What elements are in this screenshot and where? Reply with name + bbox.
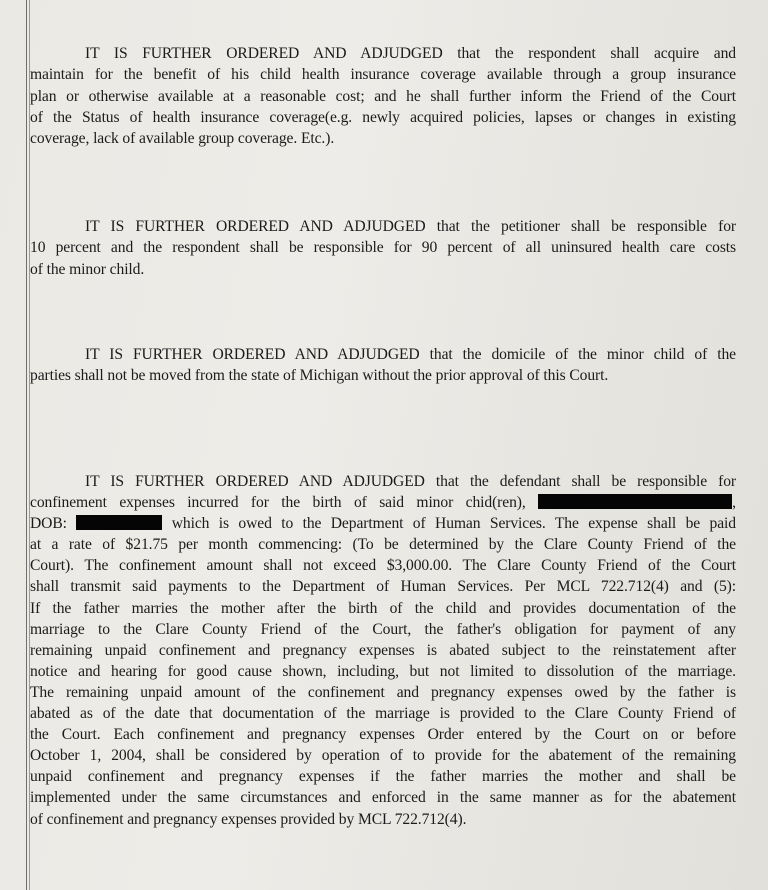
text-line: October 1, 2004, shall be considered by operation of to provide for the abatement of the remaining xyxy=(30,747,736,765)
text-line: plan or otherwise available at a reasonable cost; and he shall further inform the Friend of the Court xyxy=(30,87,736,105)
text-line: confinement expenses incurred for the birth of said minor chid(ren), , xyxy=(30,494,736,512)
text-line: Court). The confinement amount shall not exceed $3,000.00. The Clare County Friend of the Court xyxy=(30,557,736,575)
text-line: notice and hearing for good cause shown, including, but not limited to dissolution of the marriage. xyxy=(30,662,736,680)
left-margin-rule xyxy=(26,0,27,890)
text-line: implemented under the same circumstances and enforced in the same manner as for the abatement xyxy=(30,789,736,807)
text-line: of confinement and pregnancy expenses provided by MCL 722.712(4). xyxy=(30,810,467,828)
redaction-bar-dob xyxy=(76,515,162,530)
paragraph-confinement-expenses xyxy=(30,471,736,830)
text-line: of the minor child. xyxy=(30,260,145,278)
text-line: remaining unpaid confinement and pregnancy expenses is abated subject to the reinstatement after xyxy=(30,641,736,659)
paragraph-uninsured-costs xyxy=(30,216,736,280)
text-line: IT IS FURTHER ORDERED AND ADJUDGED that the domicile of the minor child of the xyxy=(85,346,736,363)
paragraph-domicile xyxy=(30,344,736,387)
text-line: of the Status of health insurance coverage(e.g. newly acquired policies, lapses or changes in existing xyxy=(30,108,736,126)
text-line: maintain for the benefit of his child health insurance coverage available through a group insurance xyxy=(30,66,736,84)
text-line: IT IS FURTHER ORDERED AND ADJUDGED that the respondent shall acquire and xyxy=(85,45,736,62)
text-line: If the father marries the mother after the birth of the child and provides documentation of the xyxy=(30,599,736,617)
text-line: coverage, lack of available group coverage. Etc.). xyxy=(30,130,335,148)
text-line: IT IS FURTHER ORDERED AND ADJUDGED that the petitioner shall be responsible for xyxy=(85,218,736,235)
text-line: DOB: which is owed to the Department of Human Services. The expense shall be paid xyxy=(30,515,736,533)
text-line: at a rate of $21.75 per month commencing: (To be determined by the Clare County Friend of the xyxy=(30,536,736,554)
text-line: 10 percent and the respondent shall be responsible for 90 percent of all uninsured health care costs xyxy=(30,239,736,257)
text-line: unpaid confinement and pregnancy expenses if the father marries the mother and shall be xyxy=(30,768,736,786)
text-line: parties shall not be moved from the state of Michigan without the prior approval of this Court. xyxy=(30,367,609,385)
redaction-bar-name xyxy=(538,494,732,509)
text-line: the Court. Each confinement and pregnancy expenses Order entered by the Court on or before xyxy=(30,726,736,744)
text-line: marriage to the Clare County Friend of the Court, the father's obligation for payment of any xyxy=(30,620,736,638)
text-line: abated as of the date that documentation of the marriage is provided to the Clare County Friend of xyxy=(30,705,736,723)
text-line: shall transmit said payments to the Department of Human Services. Per MCL 722.712(4) and (5): xyxy=(30,578,736,596)
text-line: The remaining unpaid amount of the confinement and pregnancy expenses owed by the father is xyxy=(30,683,736,701)
paragraph-health-insurance xyxy=(30,43,736,149)
text-line: IT IS FURTHER ORDERED AND ADJUDGED that the defendant shall be responsible for xyxy=(85,473,736,490)
